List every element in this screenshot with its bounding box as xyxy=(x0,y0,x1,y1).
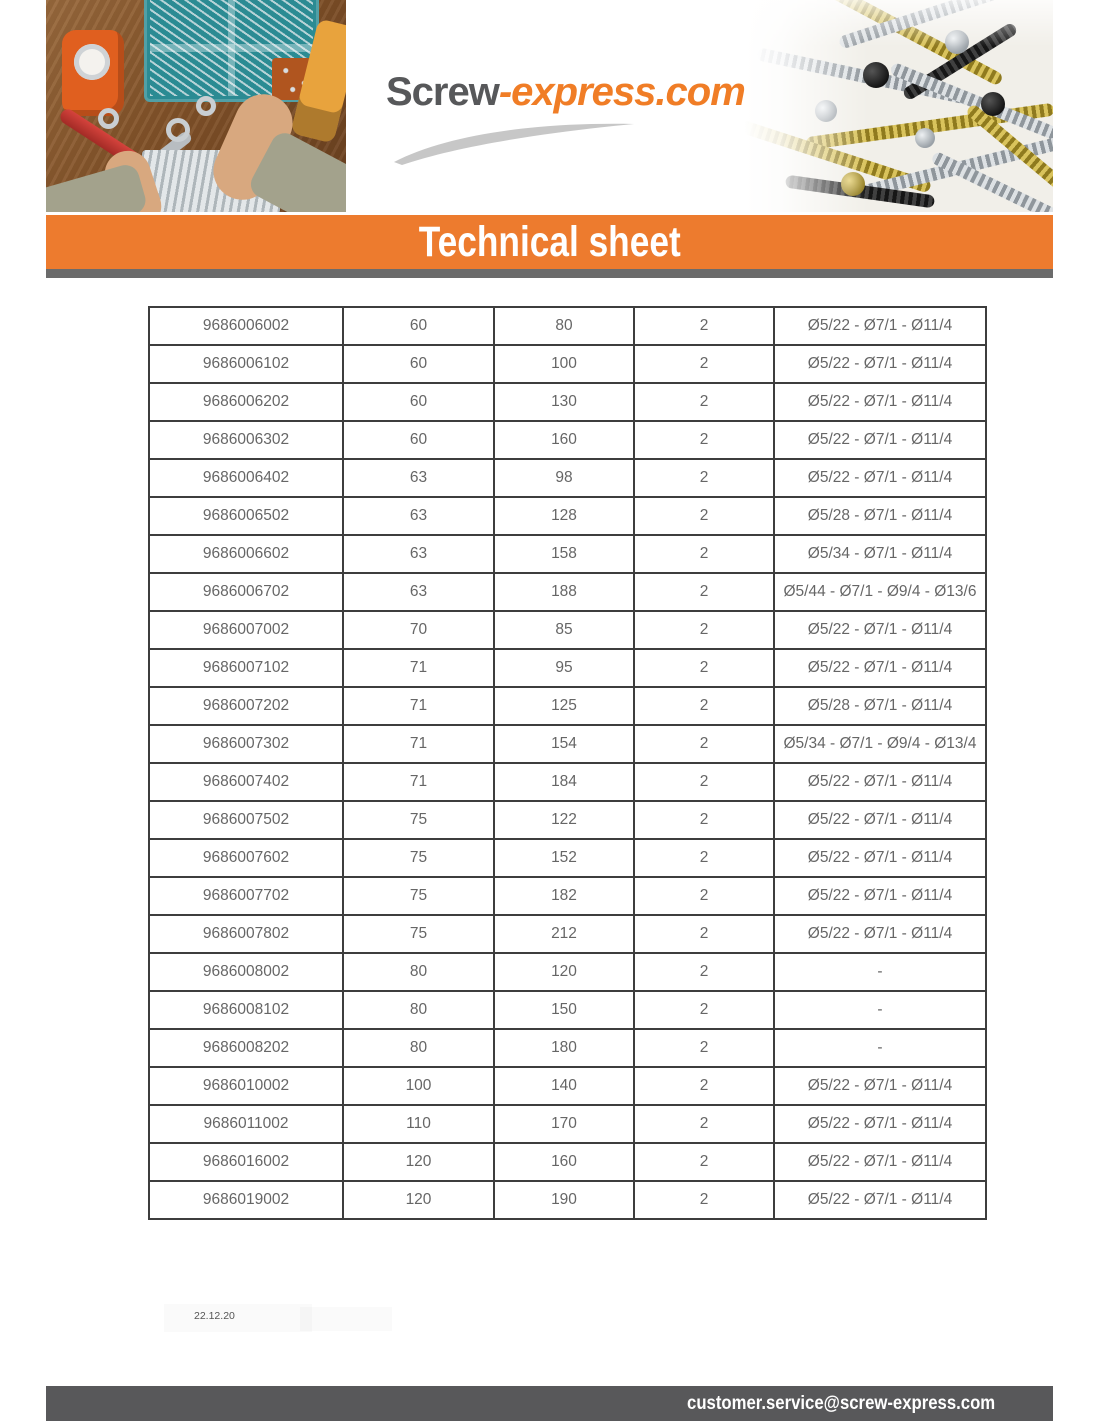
table-row xyxy=(149,1105,986,1143)
table-row xyxy=(149,877,986,915)
table-cell-dim_1: 60 xyxy=(343,383,494,421)
table-cell-diameters: Ø5/22 - Ø7/1 - Ø11/4 xyxy=(774,345,986,383)
table-row xyxy=(149,345,986,383)
table-cell-diameters: Ø5/28 - Ø7/1 - Ø11/4 xyxy=(774,687,986,725)
table-row xyxy=(149,915,986,953)
table-cell-dim_2: 180 xyxy=(494,1029,634,1067)
washer xyxy=(166,118,190,142)
table-cell-article_number: 9686006102 xyxy=(149,345,343,383)
table-cell-dim_2: 188 xyxy=(494,573,634,611)
table-cell-article_number: 9686006702 xyxy=(149,573,343,611)
table-row xyxy=(149,1067,986,1105)
table-cell-article_number: 9686007002 xyxy=(149,611,343,649)
table-cell-qty: 2 xyxy=(634,1067,774,1105)
table-cell-article_number: 9686006202 xyxy=(149,383,343,421)
washer xyxy=(196,96,216,116)
table-cell-article_number: 9686006402 xyxy=(149,459,343,497)
table-cell-dim_2: 190 xyxy=(494,1181,634,1219)
table-cell-dim_2: 152 xyxy=(494,839,634,877)
logo xyxy=(346,0,745,213)
table-cell-article_number: 9686007802 xyxy=(149,915,343,953)
spec-table-body xyxy=(149,307,986,1219)
table-cell-dim_1: 63 xyxy=(343,573,494,611)
scan-artifact xyxy=(300,1307,392,1331)
table-cell-qty: 2 xyxy=(634,345,774,383)
table-cell-diameters: - xyxy=(774,991,986,1029)
footer-bar xyxy=(46,1386,1053,1421)
page-title: Technical sheet xyxy=(418,217,681,266)
table-row xyxy=(149,459,986,497)
table-cell-dim_1: 100 xyxy=(343,1067,494,1105)
table-cell-dim_2: 140 xyxy=(494,1067,634,1105)
table-cell-diameters: Ø5/22 - Ø7/1 - Ø11/4 xyxy=(774,763,986,801)
spec-table xyxy=(148,306,987,1220)
table-cell-dim_2: 120 xyxy=(494,953,634,991)
table-cell-article_number: 9686011002 xyxy=(149,1105,343,1143)
table-cell-dim_2: 125 xyxy=(494,687,634,725)
table-row xyxy=(149,953,986,991)
table-cell-qty: 2 xyxy=(634,801,774,839)
table-cell-qty: 2 xyxy=(634,1143,774,1181)
table-cell-article_number: 9686016002 xyxy=(149,1143,343,1181)
table-row xyxy=(149,763,986,801)
technical-sheet-banner xyxy=(46,215,1053,269)
table-cell-dim_1: 75 xyxy=(343,801,494,839)
table-cell-diameters: Ø5/22 - Ø7/1 - Ø11/4 xyxy=(774,915,986,953)
table-cell-dim_1: 71 xyxy=(343,649,494,687)
table-cell-diameters: - xyxy=(774,1029,986,1067)
table-cell-diameters: - xyxy=(774,953,986,991)
table-cell-dim_2: 158 xyxy=(494,535,634,573)
table-row xyxy=(149,1181,986,1219)
table-cell-dim_2: 170 xyxy=(494,1105,634,1143)
table-cell-diameters: Ø5/22 - Ø7/1 - Ø11/4 xyxy=(774,459,986,497)
table-cell-dim_2: 150 xyxy=(494,991,634,1029)
table-cell-qty: 2 xyxy=(634,1105,774,1143)
table-cell-dim_1: 63 xyxy=(343,535,494,573)
table-cell-article_number: 9686007102 xyxy=(149,649,343,687)
table-cell-qty: 2 xyxy=(634,991,774,1029)
table-row xyxy=(149,573,986,611)
table-cell-dim_2: 130 xyxy=(494,383,634,421)
table-cell-article_number: 9686007602 xyxy=(149,839,343,877)
table-cell-qty: 2 xyxy=(634,611,774,649)
table-cell-dim_1: 110 xyxy=(343,1105,494,1143)
table-cell-dim_1: 80 xyxy=(343,991,494,1029)
table-cell-dim_1: 63 xyxy=(343,459,494,497)
table-row xyxy=(149,687,986,725)
table-cell-dim_1: 60 xyxy=(343,307,494,345)
table-cell-diameters: Ø5/34 - Ø7/1 - Ø9/4 - Ø13/4 xyxy=(774,725,986,763)
table-row xyxy=(149,839,986,877)
table-cell-qty: 2 xyxy=(634,1029,774,1067)
contact-email: customer.service@screw-express.com xyxy=(686,1392,995,1414)
table-cell-qty: 2 xyxy=(634,421,774,459)
table-cell-article_number: 9686019002 xyxy=(149,1181,343,1219)
table-cell-diameters: Ø5/22 - Ø7/1 - Ø11/4 xyxy=(774,1105,986,1143)
table-cell-qty: 2 xyxy=(634,839,774,877)
table-cell-dim_1: 71 xyxy=(343,725,494,763)
table-cell-article_number: 9686007302 xyxy=(149,725,343,763)
table-row xyxy=(149,801,986,839)
table-cell-qty: 2 xyxy=(634,573,774,611)
table-cell-diameters: Ø5/22 - Ø7/1 - Ø11/4 xyxy=(774,1181,986,1219)
table-cell-dim_2: 85 xyxy=(494,611,634,649)
table-cell-dim_2: 80 xyxy=(494,307,634,345)
table-cell-diameters: Ø5/22 - Ø7/1 - Ø11/4 xyxy=(774,801,986,839)
table-cell-diameters: Ø5/34 - Ø7/1 - Ø11/4 xyxy=(774,535,986,573)
table-cell-diameters: Ø5/28 - Ø7/1 - Ø11/4 xyxy=(774,497,986,535)
logo-text-primary: Screw xyxy=(386,70,499,114)
table-row xyxy=(149,1029,986,1067)
table-cell-article_number: 9686006002 xyxy=(149,307,343,345)
table-row xyxy=(149,649,986,687)
table-cell-dim_2: 122 xyxy=(494,801,634,839)
table-cell-dim_2: 98 xyxy=(494,459,634,497)
logo-text-secondary: -express.com xyxy=(498,70,745,114)
table-cell-qty: 2 xyxy=(634,877,774,915)
table-cell-article_number: 9686008002 xyxy=(149,953,343,991)
table-cell-dim_1: 63 xyxy=(343,497,494,535)
table-cell-article_number: 9686006502 xyxy=(149,497,343,535)
table-cell-article_number: 9686010002 xyxy=(149,1067,343,1105)
table-cell-qty: 2 xyxy=(634,459,774,497)
table-cell-qty: 2 xyxy=(634,497,774,535)
page-header xyxy=(0,0,1100,213)
table-cell-dim_1: 120 xyxy=(343,1143,494,1181)
table-cell-dim_1: 120 xyxy=(343,1181,494,1219)
document-date: 22.12.20 xyxy=(194,1310,235,1322)
table-cell-qty: 2 xyxy=(634,953,774,991)
table-cell-dim_1: 71 xyxy=(343,687,494,725)
table-cell-dim_2: 212 xyxy=(494,915,634,953)
table-cell-diameters: Ø5/22 - Ø7/1 - Ø11/4 xyxy=(774,307,986,345)
table-cell-article_number: 9686007702 xyxy=(149,877,343,915)
table-cell-dim_1: 60 xyxy=(343,345,494,383)
table-row xyxy=(149,725,986,763)
table-cell-qty: 2 xyxy=(634,535,774,573)
logo-text xyxy=(386,70,745,115)
table-cell-dim_2: 95 xyxy=(494,649,634,687)
table-cell-qty: 2 xyxy=(634,763,774,801)
table-cell-qty: 2 xyxy=(634,915,774,953)
table-cell-article_number: 9686006302 xyxy=(149,421,343,459)
table-row xyxy=(149,611,986,649)
workbench-photo xyxy=(46,0,346,212)
table-cell-qty: 2 xyxy=(634,1181,774,1219)
table-cell-qty: 2 xyxy=(634,649,774,687)
table-row xyxy=(149,497,986,535)
table-cell-qty: 2 xyxy=(634,725,774,763)
table-cell-dim_2: 128 xyxy=(494,497,634,535)
table-cell-dim_1: 75 xyxy=(343,877,494,915)
table-cell-article_number: 9686006602 xyxy=(149,535,343,573)
table-row xyxy=(149,991,986,1029)
washer xyxy=(98,108,119,129)
table-row xyxy=(149,535,986,573)
logo-swoosh-icon xyxy=(388,118,638,166)
table-cell-dim_1: 80 xyxy=(343,1029,494,1067)
table-cell-qty: 2 xyxy=(634,307,774,345)
table-cell-diameters: Ø5/22 - Ø7/1 - Ø11/4 xyxy=(774,383,986,421)
table-cell-article_number: 9686007502 xyxy=(149,801,343,839)
table-cell-diameters: Ø5/22 - Ø7/1 - Ø11/4 xyxy=(774,611,986,649)
table-cell-diameters: Ø5/22 - Ø7/1 - Ø11/4 xyxy=(774,421,986,459)
table-row xyxy=(149,1143,986,1181)
table-cell-diameters: Ø5/22 - Ø7/1 - Ø11/4 xyxy=(774,1143,986,1181)
table-cell-article_number: 9686007402 xyxy=(149,763,343,801)
table-cell-article_number: 9686008102 xyxy=(149,991,343,1029)
table-row xyxy=(149,421,986,459)
table-cell-dim_1: 75 xyxy=(343,839,494,877)
screws-pile-photo xyxy=(745,0,1053,212)
table-cell-dim_2: 184 xyxy=(494,763,634,801)
table-cell-dim_1: 80 xyxy=(343,953,494,991)
table-cell-dim_1: 60 xyxy=(343,421,494,459)
table-cell-qty: 2 xyxy=(634,687,774,725)
table-cell-article_number: 9686008202 xyxy=(149,1029,343,1067)
table-cell-diameters: Ø5/22 - Ø7/1 - Ø11/4 xyxy=(774,877,986,915)
table-cell-diameters: Ø5/22 - Ø7/1 - Ø11/4 xyxy=(774,839,986,877)
tape-measure-icon xyxy=(62,30,124,116)
table-cell-dim_2: 160 xyxy=(494,421,634,459)
banner-divider xyxy=(46,269,1053,278)
table-cell-dim_1: 75 xyxy=(343,915,494,953)
scan-artifact xyxy=(164,1304,312,1332)
table-cell-article_number: 9686007202 xyxy=(149,687,343,725)
table-cell-diameters: Ø5/22 - Ø7/1 - Ø11/4 xyxy=(774,1067,986,1105)
table-cell-diameters: Ø5/22 - Ø7/1 - Ø11/4 xyxy=(774,649,986,687)
table-cell-dim_2: 182 xyxy=(494,877,634,915)
table-cell-dim_2: 160 xyxy=(494,1143,634,1181)
table-cell-dim_1: 70 xyxy=(343,611,494,649)
table-cell-dim_2: 154 xyxy=(494,725,634,763)
table-cell-diameters: Ø5/44 - Ø7/1 - Ø9/4 - Ø13/6 xyxy=(774,573,986,611)
table-cell-dim_2: 100 xyxy=(494,345,634,383)
table-cell-qty: 2 xyxy=(634,383,774,421)
table-row xyxy=(149,383,986,421)
table-row xyxy=(149,307,986,345)
table-cell-dim_1: 71 xyxy=(343,763,494,801)
